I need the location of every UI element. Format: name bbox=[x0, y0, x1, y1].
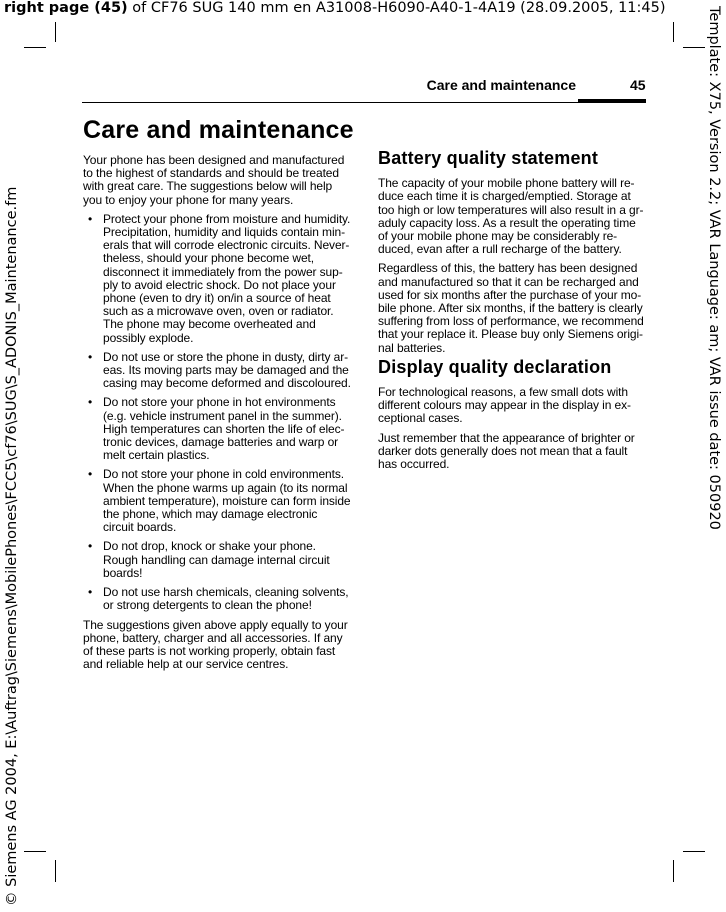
battery-paragraph-2: Regardless of this, the battery has been designed and manufactured so that it can be recharged and used for six months after the purchase of your mo-bile phone. After six months, if the battery is clearly suffering from loss of performance, we recommend that your replace it. Please buy only Siemens origi-nal batteries. bbox=[378, 261, 644, 355]
print-page-label: right page (45) bbox=[4, 0, 128, 16]
crop-mark bbox=[55, 22, 56, 42]
crop-mark bbox=[683, 851, 705, 852]
right-column bbox=[378, 148, 646, 477]
page-title: Care and maintenance bbox=[83, 116, 354, 144]
battery-paragraph-1: The capacity of your mobile phone battery will re-duce each time it is charged/emptied. Storage at too high or low temperatures will also result in a gr-aduly capacity loss. As a result the operating time of your mobile phone may be considerably re-duced, evan after a rull recharge of the battery. bbox=[378, 176, 644, 257]
list-item: • Do not drop, knock or shake your phone. Rough handling can damage internal circuit boards! bbox=[83, 540, 351, 580]
list-item: • Do not store your phone in cold environments. When the phone warms up again (to its normal ambient temperature), moisture can form inside the phone, which may damage electronic circuit boards. bbox=[83, 468, 351, 534]
list-item: • Do not use harsh chemicals, cleaning solvents, or strong detergents to clean the phone! bbox=[83, 586, 351, 612]
copyright-path-text: © Siemens AG 2004, E:\Auftrag\Siemens\MobilePhones\FCC5\cf76\SUG\S_ADONIS_Maintenance.fm bbox=[4, 186, 20, 906]
care-tips-list bbox=[83, 213, 351, 613]
intro-paragraph: Your phone has been designed and manufactured to the highest of standards and should be treated with great care. The suggestions below will help you to enjoy your phone for many years. bbox=[83, 153, 345, 207]
crop-mark bbox=[55, 860, 56, 882]
battery-heading: Battery quality statement bbox=[378, 148, 599, 168]
list-item: • Do not use or store the phone in dusty, dirty ar-eas. Its moving parts may be damaged and the casing may become deformed and discoloured. bbox=[83, 351, 351, 391]
list-item: • Protect your phone from moisture and humidity. Precipitation, humidity and liquids contain min-erals that will corrode electronic circuits. Never-theless, should your phone become wet, disconnect it immediately from the power sup-ply to avoid electric shock. Do not place your phone (even to dry it) on/in a source of heat such as a microwave oven, oven or radiator. The phone may become overheated and possibly explode. bbox=[83, 213, 351, 345]
crop-mark bbox=[673, 22, 674, 42]
display-paragraph-2: Just remember that the appearance of brighter or darker dots generally does not mean that a fault has occurred. bbox=[378, 430, 635, 472]
display-heading: Display quality declaration bbox=[378, 356, 612, 377]
list-item: • Do not store your phone in hot environments (e.g. vehicle instrument panel in the summer). High temperatures can shorten the life of elec-tronic devices, damage batteries and warp or melt certain plastics. bbox=[83, 396, 351, 462]
closing-paragraph: The suggestions given above apply equally to your phone, battery, charger and all accessories. If any of these parts is not working properly, obtain fast and reliable help at our service centres. bbox=[83, 617, 348, 672]
display-paragraph-1: For technological reasons, a few small dots with different colours may appear in the display in ex-ceptional cases. bbox=[378, 385, 631, 426]
print-file-info: of CF76 SUG 140 mm en A31008-H6090-A40-1-4A19 (28.09.2005, 11:45) bbox=[127, 0, 666, 16]
header-rule bbox=[82, 102, 646, 103]
page-number-rule bbox=[578, 99, 646, 102]
crop-mark bbox=[683, 47, 705, 48]
print-metadata-line bbox=[4, 0, 666, 16]
crop-mark bbox=[24, 851, 46, 852]
running-header-title: Care and maintenance bbox=[426, 77, 576, 93]
crop-mark bbox=[673, 860, 674, 882]
left-column bbox=[83, 154, 351, 677]
template-info-text: Template: X75, Version 2.2; VAR Language: am; VAR issue date: 050920 bbox=[706, 6, 722, 530]
crop-mark bbox=[24, 47, 46, 48]
page-number: 45 bbox=[630, 77, 646, 93]
